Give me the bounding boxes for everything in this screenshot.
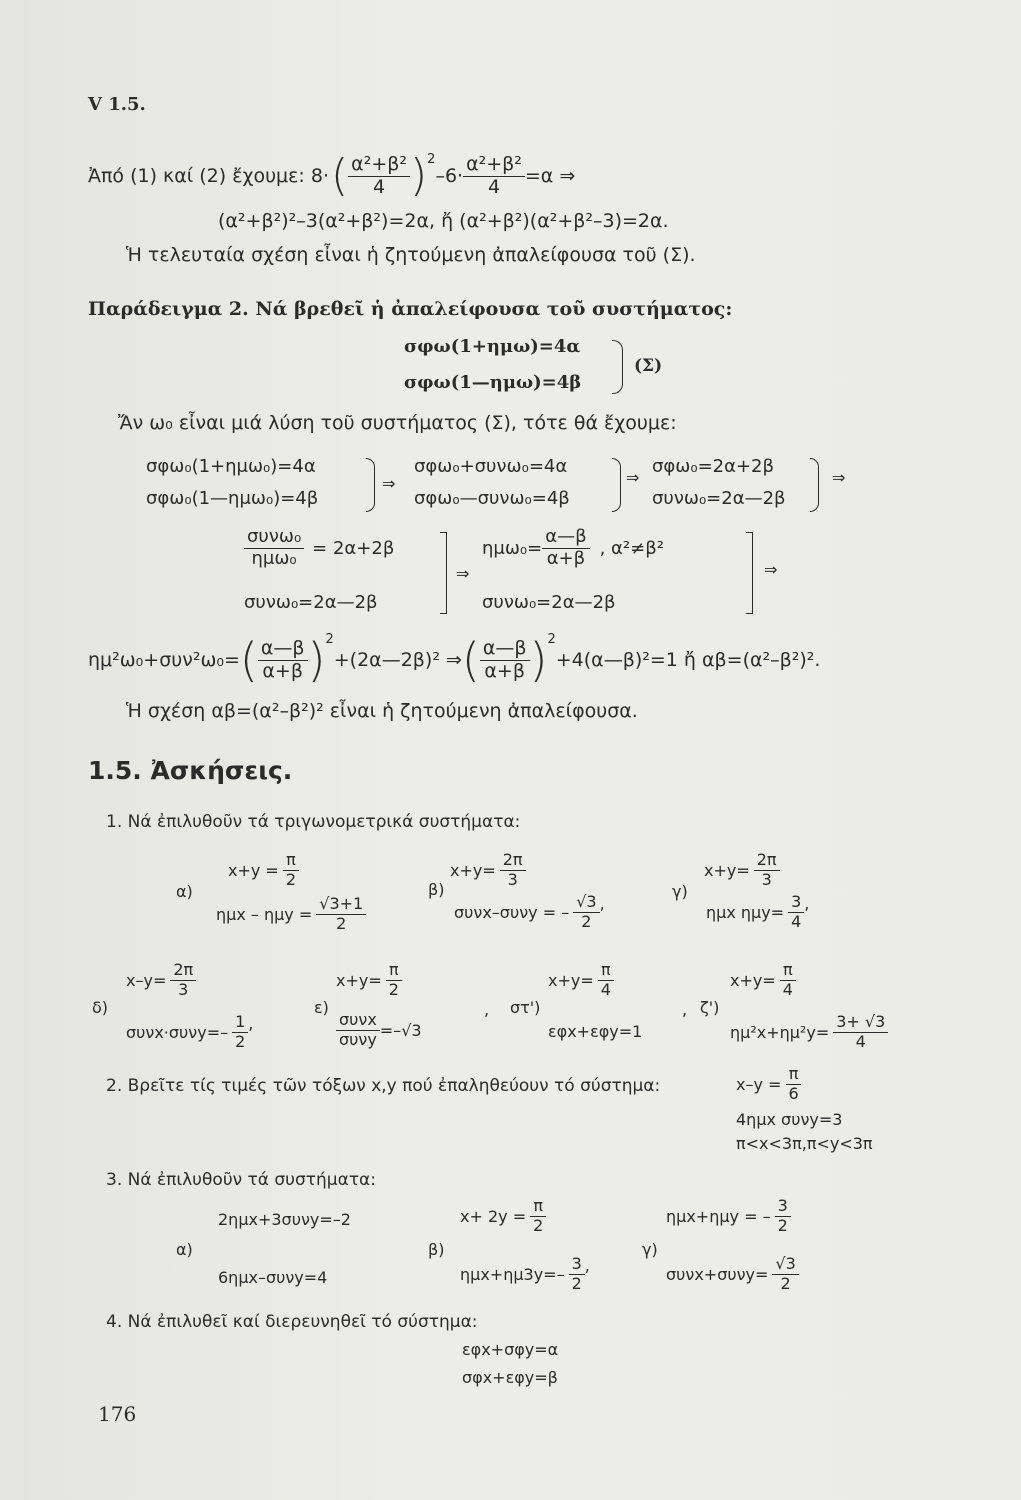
ex4-eq2: σφx+εφy=β xyxy=(462,1368,558,1387)
ex3-a-eq1: 2ημx+3συνy=–2 xyxy=(218,1210,351,1229)
comma: , xyxy=(682,1000,688,1019)
ex1-b-eq2 xyxy=(454,894,605,931)
ex1-g-label: γ) xyxy=(672,882,688,901)
implies-arrow-4: ⇒ xyxy=(456,564,470,583)
fraction: $\frac{3}{2}$ xyxy=(569,1256,585,1293)
step-b2: σφω₀—συνω₀=4β xyxy=(414,488,570,509)
ex3-g-eq2-lhs: συνx+συνy= xyxy=(666,1264,769,1284)
implies-arrow-5: ⇒ xyxy=(764,560,778,579)
intro-fraction-2: $\frac{\text{α²+β²}}{4}$ xyxy=(463,155,525,198)
fraction: $\frac{√3+1}{2}$ xyxy=(316,896,366,933)
page-number: 176 xyxy=(98,1402,137,1426)
exponent: 2 xyxy=(427,152,436,167)
ex1-st-eq1-lhs: x+y= xyxy=(548,970,594,990)
ex1-a-eq2 xyxy=(216,896,366,933)
ex1-g-eq2 xyxy=(706,894,809,931)
ex3-g-eq2 xyxy=(666,1256,799,1293)
ex1-d-eq2-lhs: συνx·συνy=– xyxy=(126,1022,229,1042)
ex1-e-eq1 xyxy=(336,962,402,999)
ex1-b-eq2-lhs: συνx–συνy = – xyxy=(454,902,570,922)
fraction: $\frac{√3}{2}$ xyxy=(772,1256,798,1293)
exercises-title: 1.5. Ἀσκήσεις. xyxy=(88,756,293,785)
comma: , xyxy=(584,1256,590,1275)
ex1-a-eq1 xyxy=(228,852,299,889)
fraction: $\frac{\pi}{4}$ xyxy=(780,962,796,999)
ex3-g-eq1-lhs: ημx+ημy = – xyxy=(666,1206,771,1226)
ex1-g-eq2-lhs: ημx ημy= xyxy=(706,902,785,922)
step-b1: σφω₀+συνω₀=4α xyxy=(414,456,568,477)
ex1-g-eq1-lhs: x+y= xyxy=(704,860,750,880)
ex1-d-eq1 xyxy=(126,962,196,999)
ex1-b-label: β) xyxy=(428,880,445,899)
intro-lead: Ἀπό (1) καί (2) ἔχουμε: 8· xyxy=(88,165,329,187)
step-e2: συνω₀=2α—2β xyxy=(482,592,616,613)
fraction-f2: $\frac{\alpha—\beta}{\alpha+\beta}$ xyxy=(480,639,530,682)
ex1-e-label: ε) xyxy=(314,998,329,1017)
comma: , xyxy=(248,1014,254,1033)
right-paren: ) xyxy=(529,633,548,687)
fraction-e1: $\frac{\alpha—\beta}{\alpha+\beta}$ xyxy=(542,528,589,569)
ex1-z-eq2-lhs: ημ²x+ημ²y= xyxy=(730,1022,830,1042)
ex1-st-label: στ') xyxy=(510,998,541,1017)
ex1-z-eq2 xyxy=(730,1014,888,1051)
ex1-a-eq2-lhs: ημx – ημy = xyxy=(216,904,313,924)
left-paren: ( xyxy=(331,150,349,201)
fraction-f1: $\frac{\alpha—\beta}{\alpha+\beta}$ xyxy=(258,639,308,682)
conclusion: Ἡ σχέση αβ=(α²–β²)² εἶναι ἡ ζητούμενη ἀπαλείφουσα. xyxy=(126,700,638,722)
ex3-g-label: γ) xyxy=(642,1240,658,1259)
ex1-z-eq1-lhs: x+y= xyxy=(730,970,776,990)
ex1-d-eq2 xyxy=(126,1014,253,1051)
fraction: $\frac{\text{συνx}}{\text{συνy}}$ xyxy=(336,1012,380,1049)
intro-fraction-1: $\frac{\text{α²+β²}}{4}$ xyxy=(348,155,410,198)
ex1-e-eq2 xyxy=(336,1012,422,1049)
step-e1-lhs: ημω₀= xyxy=(482,537,543,559)
brace-a xyxy=(366,458,375,512)
ex3-g-eq1 xyxy=(666,1198,791,1235)
ex1-a-eq1-lhs: x+y = xyxy=(228,860,279,880)
fraction: $\frac{\pi}{2}$ xyxy=(386,962,402,999)
bracket-d xyxy=(440,532,447,614)
right-paren: ) xyxy=(307,633,326,687)
ex3-b-label: β) xyxy=(428,1240,445,1259)
example-title: Παράδειγμα 2. Νά βρεθεῖ ἡ ἀπαλείφουσα τοῦ συστήματος: xyxy=(88,298,733,320)
ex3-b-eq2-lhs: ημx+ημ3y=– xyxy=(460,1264,565,1284)
exercise-4-text: 4. Νά ἐπιλυθεῖ καί διερευνηθεῖ τό σύστημα: xyxy=(106,1312,478,1332)
fraction: $\frac{1}{2}$ xyxy=(232,1014,248,1051)
step-f-lhs: ημ²ω₀+συν²ω₀= xyxy=(88,649,240,671)
comma: , xyxy=(484,1000,490,1019)
implies-arrow-3: ⇒ xyxy=(832,468,846,487)
step-d1-rhs: = 2α+2β xyxy=(312,537,395,559)
step-d1 xyxy=(244,528,394,569)
fraction: $\frac{\pi}{6}$ xyxy=(785,1066,801,1103)
intro-tail: =α ⇒ xyxy=(524,165,576,187)
section-header: V 1.5. xyxy=(88,94,146,115)
fraction: $\frac{3}{2}$ xyxy=(775,1198,791,1235)
ex1-z-label: ζ') xyxy=(700,998,720,1017)
implies-arrow-1: ⇒ xyxy=(382,474,396,493)
brace-b xyxy=(612,458,621,512)
ex1-g-eq1 xyxy=(704,852,780,889)
step-a2: σφω₀(1—ημω₀)=4β xyxy=(146,488,319,509)
left-paren: ( xyxy=(239,633,258,687)
system-brace xyxy=(612,340,623,394)
ex1-d-eq1-lhs: x–y= xyxy=(126,970,167,990)
fraction: $\frac{2\pi}{3}$ xyxy=(170,962,196,999)
ex1-st-eq2: εφx+εφy=1 xyxy=(548,1022,643,1041)
step-f-mid: +(2α—2β)² ⇒ xyxy=(333,649,462,671)
exponent: 2 xyxy=(325,632,334,647)
ex3-b-eq1 xyxy=(460,1198,546,1235)
ex1-b-eq1 xyxy=(450,852,526,889)
intro-line-3: Ἡ τελευταία σχέση εἶναι ἡ ζητούμενη ἀπαλείφουσα τοῦ (Σ). xyxy=(126,244,696,266)
ex1-e-eq2-rhs: =–√3 xyxy=(379,1020,422,1040)
implies-arrow-2: ⇒ xyxy=(626,468,640,487)
fraction: $\frac{3+ √3}{4}$ xyxy=(833,1014,888,1051)
step-c2: συνω₀=2α—2β xyxy=(652,488,786,509)
fraction: $\frac{2\pi}{3}$ xyxy=(754,852,780,889)
ex1-a-label: α) xyxy=(176,882,193,901)
ex1-z-eq1 xyxy=(730,962,796,999)
fraction: $\frac{\pi}{2}$ xyxy=(283,852,299,889)
step-f xyxy=(88,630,820,690)
exercise-1-text: 1. Νά ἐπιλυθοῦν τά τριγωνομετρικά συστήματα: xyxy=(106,812,521,832)
fraction: $\frac{3}{4}$ xyxy=(788,894,804,931)
ex2-eq3: π<x<3π,π<y<3π xyxy=(736,1134,873,1153)
bracket-e xyxy=(746,532,753,614)
fraction: $\frac{\pi}{2}$ xyxy=(530,1198,546,1235)
step-d2: συνω₀=2α—2β xyxy=(244,592,378,613)
ex2-eq2: 4ημx συνy=3 xyxy=(736,1110,843,1129)
ex1-st-eq1 xyxy=(548,962,614,999)
ex3-a-label: α) xyxy=(176,1240,193,1259)
system-eq-1: σφω(1+ημω)=4α xyxy=(404,336,581,357)
ex3-b-eq2 xyxy=(460,1256,590,1293)
ex3-b-eq1-lhs: x+ 2y = xyxy=(460,1206,527,1226)
fraction: $\frac{√3}{2}$ xyxy=(573,894,599,931)
fraction: $\frac{\pi}{4}$ xyxy=(598,962,614,999)
step-e1-condition: , α²≠β² xyxy=(599,537,664,559)
intro-line-2: (α²+β²)²–3(α²+β²)=2α, ἤ (α²+β²)(α²+β²–3)=2α. xyxy=(218,210,669,232)
ex3-a-eq2: 6ημx–συνy=4 xyxy=(218,1268,328,1287)
solution-intro: Ἄν ω₀ εἶναι μιά λύση τοῦ συστήματος (Σ), τότε θά ἔχουμε: xyxy=(118,412,677,434)
ex4-eq1: εφx+σφy=α xyxy=(462,1340,559,1359)
system-eq-2: σφω(1—ημω)=4β xyxy=(404,372,582,393)
fraction: $\frac{2\pi}{3}$ xyxy=(500,852,526,889)
intro-mid: –6· xyxy=(435,165,464,187)
ex1-b-eq1-lhs: x+y= xyxy=(450,860,496,880)
ex1-d-label: δ) xyxy=(92,998,109,1017)
brace-c xyxy=(810,458,819,512)
step-e1 xyxy=(482,528,664,569)
exercise-3-text: 3. Νά ἐπιλυθοῦν τά συστήματα: xyxy=(106,1170,376,1190)
exercise-2-text: 2. Βρεῖτε τίς τιμές τῶν τόξων x,y πού ἐπαληθεύουν τό σύστημα: xyxy=(106,1076,661,1096)
system-label: (Σ) xyxy=(634,356,663,376)
ex2-eq1 xyxy=(736,1066,802,1103)
fraction-cos-over-sin: $\frac{\text{συνω₀}}{\text{ημω₀}}$ xyxy=(244,528,304,569)
step-c1: σφω₀=2α+2β xyxy=(652,456,774,477)
intro-equation xyxy=(88,148,575,204)
right-paren: ) xyxy=(409,150,428,201)
step-f-tail: +4(α—β)²=1 ἤ αβ=(α²–β²)². xyxy=(555,649,821,671)
step-a1: σφω₀(1+ημω₀)=4α xyxy=(146,456,316,477)
ex2-eq1-lhs: x–y = xyxy=(736,1074,782,1094)
left-paren: ( xyxy=(461,633,480,687)
exponent: 2 xyxy=(547,632,556,647)
ex1-e-eq1-lhs: x+y= xyxy=(336,970,382,990)
comma: , xyxy=(804,894,810,913)
comma: , xyxy=(599,894,605,913)
